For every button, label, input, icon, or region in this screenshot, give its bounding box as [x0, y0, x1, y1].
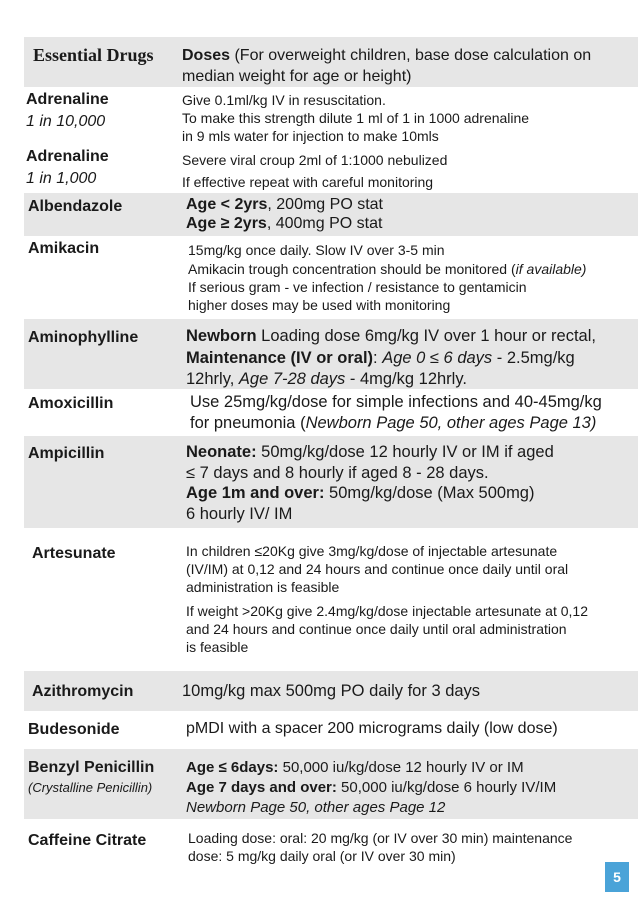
table-row: [24, 389, 638, 436]
table-row: [24, 749, 638, 819]
table-row: [24, 671, 638, 711]
dose-cell: Severe viral croup 2ml of 1:1000 nebulized If effective repeat with careful monitoring: [182, 152, 448, 190]
dose-cell: Use 25mg/kg/dose for simple infections and 40-45mg/kg for pneumonia (Newborn Page 50, other ages Page 13): [190, 393, 602, 432]
drug-cell: Aminophylline: [28, 329, 139, 346]
drug-column-header: Essential Drugs: [33, 45, 154, 65]
table-row: [24, 528, 638, 671]
page-number-badge: 5: [605, 862, 629, 892]
table-row: [24, 236, 638, 319]
drug-cell: Azithromycin: [32, 683, 134, 700]
dose-cell: 15mg/kg once daily. Slow IV over 3-5 min Amikacin trough concentration should be monitored (if available) If serious gram - ve infection / resistance to gentamicin higher doses may be used with monitoring: [188, 242, 587, 313]
dose-cell: Age ≤ 6days: 50,000 iu/kg/dose 12 hourly IV or IM Age 7 days and over: 50,000 iu/kg/dose 6 hourly IV/IM Newborn Page 50, other ages Page 12: [186, 759, 557, 816]
drug-cell: Amikacin: [28, 240, 100, 257]
drug-cell: Adrenaline 1 in 1,000: [26, 148, 109, 187]
table-row: [24, 87, 638, 144]
drug-cell: Budesonide: [28, 721, 120, 738]
dose-cell: Give 0.1ml/kg IV in resuscitation. To make this strength dilute 1 ml of 1 in 1000 adrenaline in 9 mls water for injection to make 10mls: [182, 92, 530, 144]
dose-cell: Newborn Loading dose 6mg/kg IV over 1 hour or rectal, Maintenance (IV or oral): Age 0 ≤ 6 days - 2.5mg/kg 12hrly, Age 7-28 days - 4mg/kg 12hrly.: [186, 327, 596, 388]
drug-cell: Amoxicillin: [28, 395, 114, 412]
drug-cell: Albendazole: [28, 198, 123, 215]
table-row: [24, 819, 638, 869]
drug-cell: Artesunate: [32, 545, 116, 562]
dose-cell: 10mg/kg max 500mg PO daily for 3 days: [182, 682, 481, 700]
table-row: [24, 144, 638, 193]
drug-cell: Caffeine Citrate: [28, 832, 147, 849]
drug-cell: Benzyl Penicillin (Crystalline Penicillin): [28, 759, 155, 795]
drug-dose-table: [24, 37, 638, 869]
dose-cell: Neonate: 50mg/kg/dose 12 hourly IV or IM if aged ≤ 7 days and 8 hourly if aged 8 - 28 days. Age 1m and over: 50mg/kg/dose (Max 500mg) 6 hourly IV/ IM: [186, 443, 554, 523]
dose-cell: Loading dose: oral: 20 mg/kg (or IV over 30 min) maintenance dose: 5 mg/kg daily oral (or IV over 30 min): [188, 830, 573, 864]
drug-cell: Ampicillin: [28, 445, 105, 462]
table-header: [24, 37, 638, 87]
dose-cell: pMDI with a spacer 200 micrograms daily (low dose): [186, 720, 558, 737]
table-row: [24, 436, 638, 528]
drug-cell: Adrenaline 1 in 10,000: [26, 91, 109, 130]
table-row: [24, 193, 638, 236]
dose-cell: Age < 2yrs, 200mg PO stat Age ≥ 2yrs, 400mg PO stat: [186, 196, 383, 232]
table-row: [24, 711, 638, 749]
dose-cell: In children ≤20Kg give 3mg/kg/dose of injectable artesunate (IV/IM) at 0,12 and 24 hours and continue once daily until oral administration is feasible If weight >20Kg give 2.4mg/kg/dose injectable artesunate at 0,12 and 24 hours and continue once daily until oral administration is feasible: [186, 543, 588, 655]
dose-column-header: Doses (For overweight children, base dose calculation on median weight for age or height): [182, 47, 592, 85]
table-row: [24, 319, 638, 389]
